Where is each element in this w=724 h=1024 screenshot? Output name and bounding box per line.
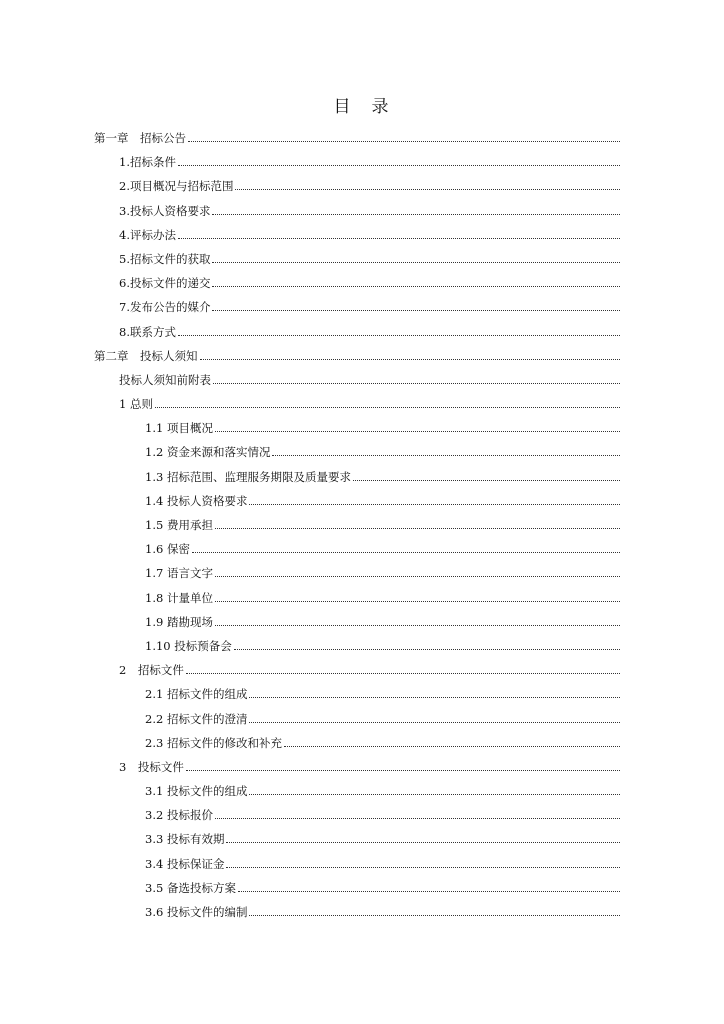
toc-entry[interactable]: [94, 416, 620, 440]
dot-leader: [178, 164, 620, 166]
toc-entry-text: 3.4 投标保证金: [145, 856, 225, 871]
toc-entry[interactable]: [94, 392, 620, 416]
dot-leader: [215, 527, 620, 529]
toc-entry-text: 2 招标文件: [119, 663, 184, 678]
toc-entry[interactable]: [94, 586, 620, 610]
dot-leader: [155, 406, 620, 408]
dot-leader: [235, 188, 620, 190]
dot-leader: [249, 721, 620, 723]
toc-entry-text: 2.2 招标文件的澄清: [145, 711, 248, 726]
toc-entry-text: 3.投标人资格要求: [119, 203, 211, 218]
dot-leader: [192, 551, 620, 553]
dot-leader: [249, 696, 620, 698]
toc-entry[interactable]: [94, 247, 620, 271]
toc-entry-text: 1.7 语言文字: [145, 566, 213, 581]
toc-entry[interactable]: [94, 295, 620, 319]
toc-entry-text: 第一章 招标公告: [94, 131, 186, 145]
dot-leader: [249, 503, 620, 505]
dot-leader: [234, 648, 620, 650]
toc-entry-text: 1.招标条件: [119, 155, 176, 170]
toc-entry[interactable]: [94, 634, 620, 658]
toc-entry-text: 1.2 资金来源和落实情况: [145, 445, 271, 460]
dot-leader: [353, 479, 620, 481]
dot-leader: [215, 624, 620, 626]
dot-leader: [249, 793, 620, 795]
toc-entry[interactable]: [94, 465, 620, 489]
toc-entry-text: 第二章 投标人须知: [94, 348, 198, 363]
toc-entry[interactable]: [94, 731, 620, 755]
toc-entry-text: 1.3 招标范围、监理服务期限及质量要求: [145, 469, 351, 484]
toc-entry-text: 1 总则: [119, 397, 153, 412]
dot-leader: [212, 285, 620, 287]
dot-leader: [186, 769, 620, 771]
toc-entry[interactable]: [94, 199, 620, 223]
dot-leader: [272, 454, 620, 456]
toc-entry-text: 8.联系方式: [119, 324, 176, 339]
toc-entry-text: 4.评标办法: [119, 227, 176, 242]
toc-entry[interactable]: [94, 900, 620, 924]
toc-entry-text: 1.9 踏勘现场: [145, 614, 213, 629]
toc-entry-text: 7.发布公告的媒介: [119, 300, 211, 315]
toc-entry-text: 3.6 投标文件的编制: [145, 905, 248, 919]
toc-entry[interactable]: [94, 610, 620, 634]
toc-entry[interactable]: [94, 755, 620, 779]
toc-entry-text: 3 投标文件: [119, 759, 184, 774]
dot-leader: [188, 140, 620, 142]
toc-entry-text: 3.5 备选投标方案: [145, 880, 236, 895]
toc-entry-text: 6.投标文件的递交: [119, 276, 211, 291]
toc-entry[interactable]: [94, 320, 620, 344]
dot-leader: [213, 382, 620, 384]
toc-entry-text: 投标人须知前附表: [119, 372, 211, 387]
toc-entry-text: 3.3 投标有效期: [145, 832, 225, 847]
toc-entry[interactable]: [94, 150, 620, 174]
toc-entry[interactable]: [94, 368, 620, 392]
toc-entry[interactable]: [94, 707, 620, 731]
dot-leader: [226, 841, 620, 843]
dot-leader: [215, 575, 620, 577]
toc-entry-text: 1.4 投标人资格要求: [145, 493, 248, 508]
toc-entry[interactable]: [94, 489, 620, 513]
dot-leader: [212, 261, 620, 263]
dot-leader: [212, 213, 620, 215]
toc-entry-text: 1.6 保密: [145, 542, 190, 557]
table-of-contents: [94, 126, 620, 924]
dot-leader: [215, 817, 620, 819]
toc-entry[interactable]: [94, 561, 620, 585]
dot-leader: [178, 334, 620, 336]
toc-entry[interactable]: [94, 658, 620, 682]
dot-leader: [186, 672, 620, 674]
toc-entry[interactable]: [94, 852, 620, 876]
toc-entry-text: 1.1 项目概况: [145, 421, 213, 436]
dot-leader: [238, 890, 620, 892]
toc-entry-text: 1.5 费用承担: [145, 518, 213, 532]
toc-entry[interactable]: [94, 537, 620, 561]
toc-entry[interactable]: [94, 682, 620, 706]
toc-entry[interactable]: [94, 513, 620, 537]
page-title: 目 录: [333, 97, 391, 117]
toc-entry-text: 2.3 招标文件的修改和补充: [145, 735, 282, 750]
dot-leader: [178, 237, 620, 239]
toc-entry-text: 3.1 投标文件的组成: [145, 784, 248, 799]
dot-leader: [249, 914, 620, 916]
toc-entry-text: 1.8 计量单位: [145, 590, 213, 605]
dot-leader: [212, 309, 620, 311]
toc-entry-text: 3.2 投标报价: [145, 808, 213, 823]
toc-entry[interactable]: [94, 440, 620, 464]
toc-entry-text: 2.1 招标文件的组成: [145, 687, 248, 702]
toc-entry[interactable]: [94, 827, 620, 851]
dot-leader: [284, 745, 620, 747]
toc-entry[interactable]: [94, 223, 620, 247]
toc-entry[interactable]: [94, 803, 620, 827]
toc-entry[interactable]: [94, 126, 620, 150]
toc-entry-text: 5.招标文件的获取: [119, 251, 211, 266]
dot-leader: [215, 600, 620, 602]
toc-entry[interactable]: [94, 344, 620, 368]
toc-entry-text: 1.10 投标预备会: [145, 638, 232, 653]
dot-leader: [200, 358, 621, 360]
dot-leader: [226, 866, 620, 868]
toc-entry[interactable]: [94, 779, 620, 803]
toc-entry[interactable]: [94, 271, 620, 295]
toc-entry-text: 2.项目概况与招标范围: [119, 179, 234, 194]
dot-leader: [215, 430, 620, 432]
toc-entry[interactable]: [94, 876, 620, 900]
toc-entry[interactable]: [94, 174, 620, 198]
